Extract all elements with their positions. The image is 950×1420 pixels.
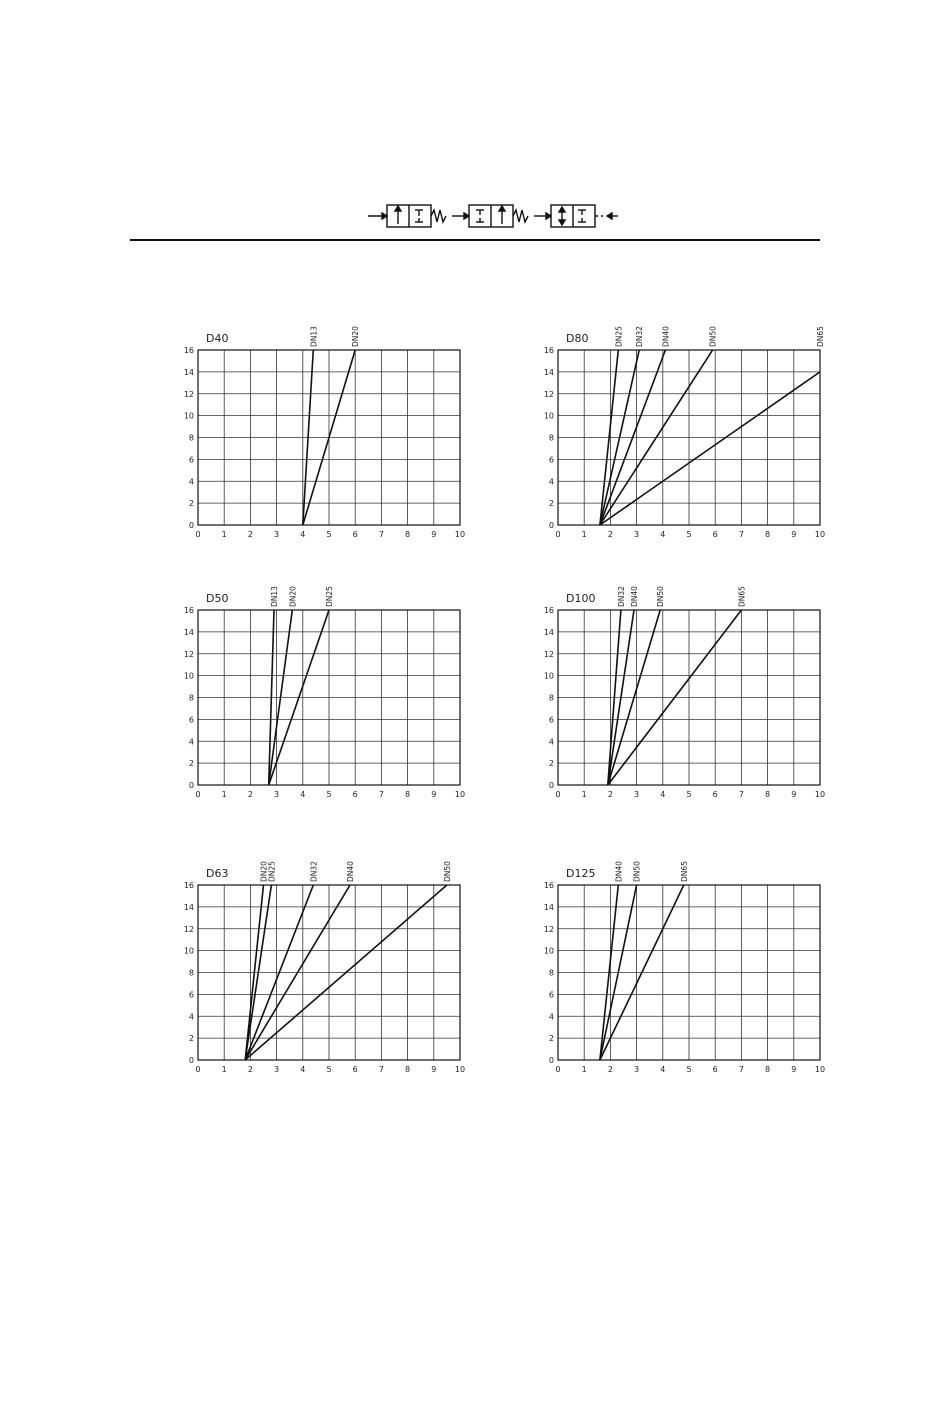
y-tick-label: 0 xyxy=(188,1056,194,1065)
x-tick-label: 0 xyxy=(555,1065,561,1074)
y-tick-label: 10 xyxy=(543,671,554,681)
series-label-dn65: DN65 xyxy=(737,586,747,607)
y-tick-label: 16 xyxy=(543,346,554,355)
y-tick-label: 16 xyxy=(543,606,554,615)
grid xyxy=(558,610,820,785)
y-tick-label: 16 xyxy=(543,881,554,890)
chart-title: D80 xyxy=(566,332,589,345)
x-tick-label: 1 xyxy=(221,1065,227,1074)
x-tick-label: 8 xyxy=(405,1065,411,1074)
x-tick-label: 6 xyxy=(712,790,718,799)
series-label-dn32: DN32 xyxy=(616,586,626,607)
x-tick-label: 1 xyxy=(581,790,587,799)
valve-symbol-3 xyxy=(534,205,618,227)
y-tick-label: 14 xyxy=(543,902,554,912)
x-tick-label: 6 xyxy=(712,530,718,539)
x-tick-label: 7 xyxy=(378,1065,384,1074)
x-tick-label: 1 xyxy=(221,530,227,539)
y-tick-label: 6 xyxy=(548,455,554,465)
y-tick-label: 8 xyxy=(188,968,194,978)
x-tick-label: 8 xyxy=(405,530,411,539)
y-tick-label: 10 xyxy=(183,946,194,956)
x-tick-label: 10 xyxy=(814,790,826,799)
series-label-dn40: DN40 xyxy=(614,861,624,882)
x-tick-label: 3 xyxy=(634,1065,640,1074)
series-label-dn25: DN25 xyxy=(267,861,277,882)
chart-d50 xyxy=(170,585,470,810)
grid xyxy=(558,885,820,1060)
x-tick-label: 3 xyxy=(634,530,640,539)
x-tick-label: 4 xyxy=(660,530,666,539)
x-tick-label: 6 xyxy=(712,1065,718,1074)
valve-symbols xyxy=(360,196,640,236)
y-tick-label: 12 xyxy=(543,389,554,399)
x-tick-label: 10 xyxy=(814,530,826,539)
chart-d40 xyxy=(170,325,470,550)
x-tick-label: 4 xyxy=(300,790,306,799)
y-tick-label: 4 xyxy=(188,477,194,487)
x-tick-label: 1 xyxy=(581,530,587,539)
x-tick-label: 3 xyxy=(274,530,280,539)
x-tick-label: 7 xyxy=(738,790,744,799)
x-tick-label: 2 xyxy=(607,790,613,799)
x-tick-label: 8 xyxy=(405,790,411,799)
x-tick-label: 9 xyxy=(791,1065,797,1074)
series-label-dn25: DN25 xyxy=(614,326,624,347)
x-tick-label: 5 xyxy=(686,1065,692,1074)
y-tick-label: 4 xyxy=(188,737,194,747)
header-rule xyxy=(130,239,820,241)
x-tick-label: 0 xyxy=(555,530,561,539)
x-tick-label: 5 xyxy=(326,530,332,539)
y-tick-label: 6 xyxy=(188,715,194,725)
x-tick-label: 8 xyxy=(765,790,771,799)
y-tick-label: 4 xyxy=(548,737,554,747)
x-tick-label: 6 xyxy=(352,1065,358,1074)
series-label-dn25: DN25 xyxy=(325,586,334,607)
x-tick-label: 9 xyxy=(791,530,797,539)
y-tick-label: 8 xyxy=(188,693,194,703)
y-tick-label: 6 xyxy=(548,715,554,725)
y-tick-label: 16 xyxy=(183,606,194,615)
x-tick-label: 5 xyxy=(326,790,332,799)
y-tick-label: 14 xyxy=(543,627,554,637)
chart-d63 xyxy=(170,860,470,1085)
grid xyxy=(198,885,460,1060)
chart-d100 xyxy=(530,585,830,810)
y-tick-label: 4 xyxy=(548,477,554,487)
y-tick-label: 10 xyxy=(543,946,554,956)
x-tick-label: 2 xyxy=(247,1065,253,1074)
x-tick-label: 3 xyxy=(274,790,280,799)
series-label-dn65: DN65 xyxy=(816,326,825,347)
x-tick-label: 10 xyxy=(814,1065,826,1074)
x-tick-label: 4 xyxy=(300,1065,306,1074)
x-tick-label: 7 xyxy=(738,530,744,539)
x-tick-label: 10 xyxy=(454,530,466,539)
valve-symbol-2 xyxy=(452,205,528,227)
x-tick-label: 2 xyxy=(247,790,253,799)
y-tick-label: 0 xyxy=(188,781,194,790)
x-tick-label: 2 xyxy=(607,530,613,539)
chart-title: D63 xyxy=(206,867,229,880)
series-label-dn40: DN40 xyxy=(346,861,355,882)
series-label-dn50: DN50 xyxy=(656,586,666,607)
x-tick-label: 3 xyxy=(274,1065,280,1074)
series-label-dn50: DN50 xyxy=(632,861,642,882)
series-label-dn20: DN20 xyxy=(351,326,361,347)
y-tick-label: 12 xyxy=(183,649,194,659)
grid xyxy=(558,350,820,525)
chart-title: D100 xyxy=(566,592,596,605)
y-tick-label: 16 xyxy=(183,346,194,355)
x-tick-label: 5 xyxy=(686,530,692,539)
y-tick-label: 0 xyxy=(548,521,554,530)
chart-d80 xyxy=(530,325,830,550)
x-tick-label: 7 xyxy=(378,530,384,539)
x-tick-label: 9 xyxy=(791,790,797,799)
y-tick-label: 0 xyxy=(548,1056,554,1065)
series-label-dn50: DN50 xyxy=(442,861,452,882)
x-tick-label: 10 xyxy=(454,790,466,799)
y-tick-label: 8 xyxy=(548,693,554,703)
series-line-dn65 xyxy=(600,372,820,525)
x-tick-label: 7 xyxy=(378,790,384,799)
y-tick-label: 2 xyxy=(548,499,554,509)
x-tick-label: 8 xyxy=(765,530,771,539)
y-tick-label: 8 xyxy=(188,433,194,443)
series-label-dn32: DN32 xyxy=(635,326,645,347)
y-tick-label: 14 xyxy=(183,902,194,912)
x-tick-label: 4 xyxy=(300,530,306,539)
x-tick-label: 5 xyxy=(326,1065,332,1074)
chart-title: D40 xyxy=(206,332,229,345)
chart-title: D125 xyxy=(566,867,596,880)
grid xyxy=(198,610,460,785)
x-tick-label: 9 xyxy=(431,790,437,799)
x-tick-label: 9 xyxy=(431,1065,437,1074)
x-tick-label: 10 xyxy=(454,1065,466,1074)
chart-d125 xyxy=(530,860,830,1085)
y-tick-label: 2 xyxy=(548,1034,554,1044)
x-tick-label: 9 xyxy=(431,530,437,539)
y-tick-label: 4 xyxy=(188,1012,194,1022)
y-tick-label: 12 xyxy=(543,649,554,659)
x-tick-label: 0 xyxy=(195,530,201,539)
x-tick-label: 2 xyxy=(607,1065,613,1074)
y-tick-label: 16 xyxy=(183,881,194,890)
y-tick-label: 6 xyxy=(188,455,194,465)
y-tick-label: 6 xyxy=(548,990,554,1000)
x-tick-label: 0 xyxy=(195,790,201,799)
x-tick-label: 6 xyxy=(352,790,358,799)
series-label-dn40: DN40 xyxy=(661,326,671,347)
y-tick-label: 14 xyxy=(543,367,554,377)
x-tick-label: 8 xyxy=(765,1065,771,1074)
y-tick-label: 10 xyxy=(543,411,554,421)
x-tick-label: 2 xyxy=(247,530,253,539)
series-label-dn20: DN20 xyxy=(288,586,298,607)
y-tick-label: 8 xyxy=(548,433,554,443)
x-tick-label: 6 xyxy=(352,530,358,539)
x-tick-label: 7 xyxy=(738,1065,744,1074)
series-label-dn40: DN40 xyxy=(630,586,639,607)
x-tick-label: 4 xyxy=(660,790,666,799)
y-tick-label: 12 xyxy=(183,924,194,934)
valve-symbol-1 xyxy=(368,205,446,227)
y-tick-label: 2 xyxy=(188,499,194,509)
series-label-dn20: DN20 xyxy=(259,861,269,882)
y-tick-label: 0 xyxy=(548,781,554,790)
series-label-dn13: DN13 xyxy=(270,586,279,607)
x-tick-label: 3 xyxy=(634,790,640,799)
y-tick-label: 4 xyxy=(548,1012,554,1022)
x-tick-label: 0 xyxy=(195,1065,201,1074)
y-tick-label: 12 xyxy=(183,389,194,399)
y-tick-label: 0 xyxy=(188,521,194,530)
y-tick-label: 2 xyxy=(188,1034,194,1044)
y-tick-label: 6 xyxy=(188,990,194,1000)
series-label-dn13: DN13 xyxy=(309,326,319,347)
y-tick-label: 10 xyxy=(183,671,194,681)
y-tick-label: 8 xyxy=(548,968,554,978)
x-tick-label: 1 xyxy=(581,1065,587,1074)
y-tick-label: 2 xyxy=(188,759,194,769)
x-tick-label: 1 xyxy=(221,790,227,799)
x-tick-label: 4 xyxy=(660,1065,666,1074)
y-tick-label: 12 xyxy=(543,924,554,934)
chart-title: D50 xyxy=(206,592,229,605)
series-label-dn65: DN65 xyxy=(679,861,689,882)
series-label-dn50: DN50 xyxy=(708,326,718,347)
series-label-dn32: DN32 xyxy=(309,861,319,882)
y-tick-label: 14 xyxy=(183,367,194,377)
x-tick-label: 0 xyxy=(555,790,561,799)
y-tick-label: 2 xyxy=(548,759,554,769)
x-tick-label: 5 xyxy=(686,790,692,799)
y-tick-label: 14 xyxy=(183,627,194,637)
y-tick-label: 10 xyxy=(183,411,194,421)
